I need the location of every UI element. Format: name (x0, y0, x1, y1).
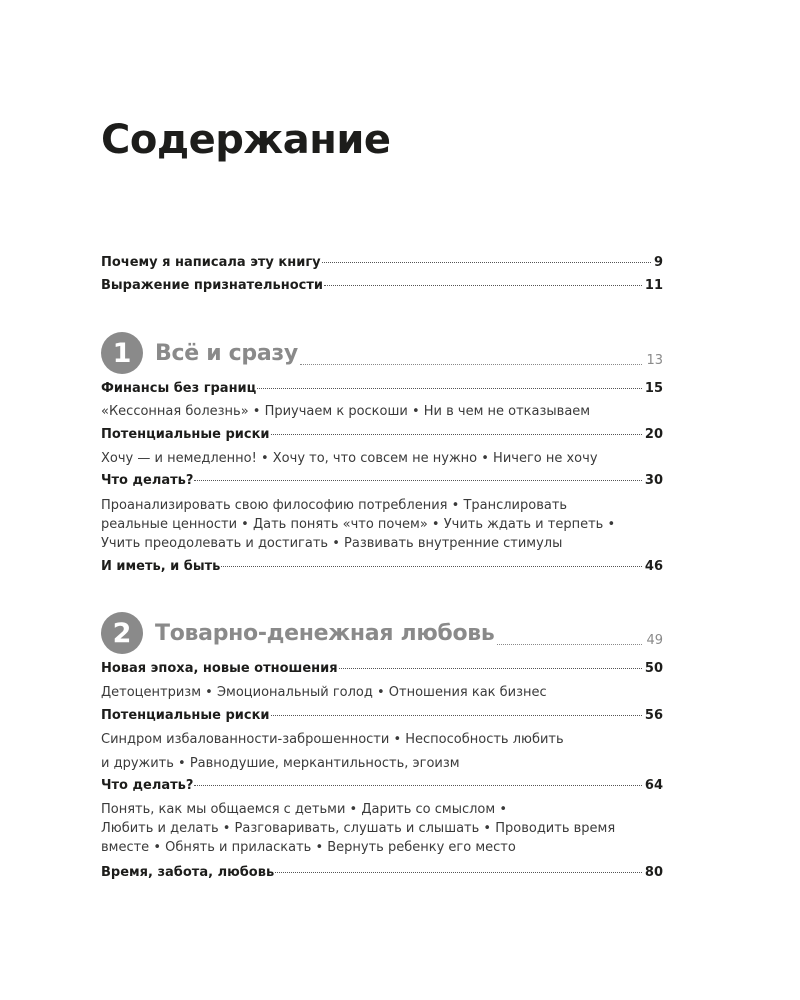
toc-entry-to-have-and-to-be[interactable] (101, 558, 663, 576)
toc-entry-description: реальные ценности • Дать понять «что почем» • Учить ждать и терпеть • (101, 517, 616, 532)
dot-leader (271, 434, 642, 435)
toc-entry-what-to-do-1[interactable] (101, 472, 663, 490)
dot-leader (257, 388, 642, 389)
toc-entry-description: Проанализировать свою философию потребления • Транслировать (101, 498, 568, 513)
dot-leader (339, 668, 642, 669)
dot-leader (497, 644, 643, 645)
toc-entry-label: Что делать? (101, 473, 194, 488)
dot-leader (322, 262, 651, 263)
toc-entry-why-i-wrote[interactable] (101, 254, 663, 272)
dot-leader (194, 480, 642, 481)
toc-entry-label: И иметь, и быть (101, 559, 221, 574)
page-title: Содержание (101, 117, 391, 163)
toc-entry-description: вместе • Обнять и приласкать • Вернуть ребенку его место (101, 840, 516, 855)
toc-entry-page: 9 (653, 255, 663, 270)
toc-entry-page: 56 (644, 708, 663, 723)
toc-entry-label: Выражение признательности (101, 278, 323, 293)
chapter-page: 13 (646, 353, 663, 368)
chapter-title: Всё и сразу (155, 340, 298, 366)
toc-entry-page: 11 (644, 278, 663, 293)
dot-leader (275, 872, 642, 873)
toc-entry-time-care-love[interactable] (101, 864, 663, 882)
toc-entry-label: Почему я написала эту книгу (101, 255, 321, 270)
toc-entry-description: и дружить • Равнодушие, меркантильность, эгоизм (101, 756, 460, 771)
toc-entry-acknowledgements[interactable] (101, 277, 663, 295)
toc-entry-description: Понять, как мы общаемся с детьми • Дарить со смыслом • (101, 802, 507, 817)
toc-entry-page: 46 (644, 559, 663, 574)
chapter-page: 49 (646, 633, 663, 648)
toc-entry-label: Новая эпоха, новые отношения (101, 661, 338, 676)
toc-entry-potential-risks-2[interactable] (101, 707, 663, 725)
toc-entry-page: 64 (644, 778, 663, 793)
toc-entry-label: Время, забота, любовь (101, 865, 275, 880)
toc-entry-label: Потенциальные риски (101, 427, 270, 442)
toc-entry-label: Что делать? (101, 778, 194, 793)
dot-leader (300, 364, 643, 365)
dot-leader (221, 566, 642, 567)
dot-leader (271, 715, 642, 716)
toc-entry-what-to-do-2[interactable] (101, 777, 663, 795)
toc-entry-description: Любить и делать • Разговаривать, слушать и слышать • Проводить время (101, 821, 616, 836)
toc-entry-potential-risks-1[interactable] (101, 426, 663, 444)
toc-entry-label: Потенциальные риски (101, 708, 270, 723)
chapter-2-heading[interactable] (101, 612, 663, 654)
toc-entry-description: Детоцентризм • Эмоциональный голод • Отношения как бизнес (101, 685, 547, 700)
dot-leader (324, 285, 642, 286)
chapter-number-badge: 1 (101, 332, 143, 374)
chapter-number-badge: 2 (101, 612, 143, 654)
toc-entry-page: 15 (644, 381, 663, 396)
toc-entry-description: «Кессонная болезнь» • Приучаем к роскоши • Ни в чем не отказываем (101, 404, 591, 419)
toc-entry-page: 20 (644, 427, 663, 442)
toc-entry-new-era[interactable] (101, 660, 663, 678)
toc-entry-finance-without-limits[interactable] (101, 380, 663, 398)
chapter-title: Товарно-денежная любовь (155, 620, 495, 646)
chapter-1-heading[interactable] (101, 332, 663, 374)
toc-entry-page: 80 (644, 865, 663, 880)
toc-entry-label: Финансы без границ (101, 381, 257, 396)
dot-leader (194, 785, 642, 786)
toc-entry-page: 50 (644, 661, 663, 676)
toc-entry-description: Синдром избалованности-заброшенности • Неспособность любить (101, 732, 564, 747)
toc-entry-page: 30 (644, 473, 663, 488)
toc-entry-description: Учить преодолевать и достигать • Развивать внутренние стимулы (101, 536, 563, 551)
toc-entry-description: Хочу — и немедленно! • Хочу то, что совсем не нужно • Ничего не хочу (101, 451, 598, 466)
